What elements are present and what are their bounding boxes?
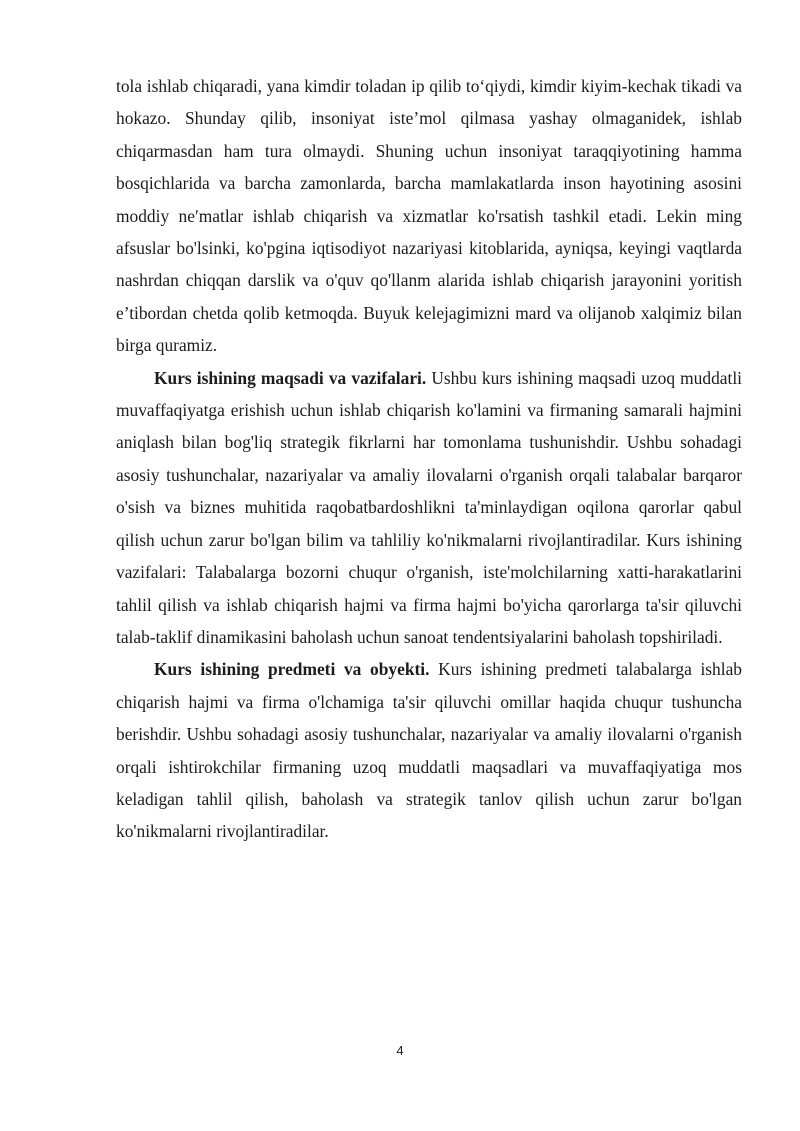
document-body: [116, 70, 742, 848]
paragraph-text: Ushbu kurs ishining maqsadi uzoq muddatli muvaffaqiyatga erishish uchun ishlab chiqarish ko'lamini va firmaning samarali hajmini aniqlash bilan bog'liq strategik fikrlarni har tomonlama tushunishdir. Ushbu sohadagi asosiy tushunchalar, nazariyalar va amaliy ilovalarni o'rganish orqali talabalar barqaror o'sish va biznes muhitida raqobatbardoshlikni ta'minlaydigan oqilona qarorlar qabul qilish uchun zarur bo'lgan bilim va tahliliy ko'nikmalarni rivojlantiradilar. Kurs ishining vazifalari: Talabalarga bozorni chuqur o'rganish, iste'molchilarning xatti-harakatlarini tahlil qilish va ishlab chiqarish hajmi va firma hajmi bo'yicha qarorlarga ta'sir qiluvchi talab-taklif dinamikasini baholash uchun sanoat tendentsiyalarini baholash topshiriladi.: [116, 367, 742, 647]
paragraph-intro: [116, 70, 742, 362]
section-heading-subject: Kurs ishining predmeti va obyekti.: [154, 659, 430, 680]
page-number: 4: [396, 1043, 404, 1058]
paragraph-text: tola ishlab chiqaradi, yana kimdir toladan ip qilib to‘qiydi, kimdir kiyim-kechak tikadi va hokazo. Shunday qilib, insoniyat iste’mol qilmasa yashay olmaganidek, ishlab chiqarmasdan ham tura olmaydi. Shuning uchun insoniyat taraqqiyotining hamma bosqichlarida va barcha zamonlarda, barcha mamlakatlarda inson hayotining asosini moddiy neʹmatlar ishlab chiqarish va xizmatlar ko'rsatish tashkil etadi. Lekin ming afsuslar bo'lsinki, ko'pgina iqtisodiyot nazariyasi kitoblarida, ayniqsa, keyingi vaqtlarda nashrdan chiqqan darslik va o'quv qo'llanm alarida ishlab chiqarish jarayonini yoritish e’tibordan chetda qolib ketmoqda. Buyuk kelejagimizni mard va olijanob xalqimiz bilan birga quramiz.: [116, 76, 742, 356]
section-heading-goals: Kurs ishining maqsadi va vazifalari.: [154, 367, 427, 388]
paragraph-subject: [116, 653, 742, 847]
paragraph-goals: [116, 362, 742, 654]
paragraph-text: Kurs ishining predmeti talabalarga ishlab chiqarish hajmi va firma o'lchamiga ta'sir qiluvchi omillar haqida chuqur tushuncha berishdir. Ushbu sohadagi asosiy tushunchalar, nazariyalar va amaliy ilovalarni o'rganish orqali ishtirokchilar firmaning uzoq muddatli maqsadlari va muvaffaqiyatiga mos keladigan tahlil qilish, baholash va strategik tanlov qilish uchun zarur bo'lgan ko'nikmalarni rivojlantiradilar.: [116, 659, 742, 842]
